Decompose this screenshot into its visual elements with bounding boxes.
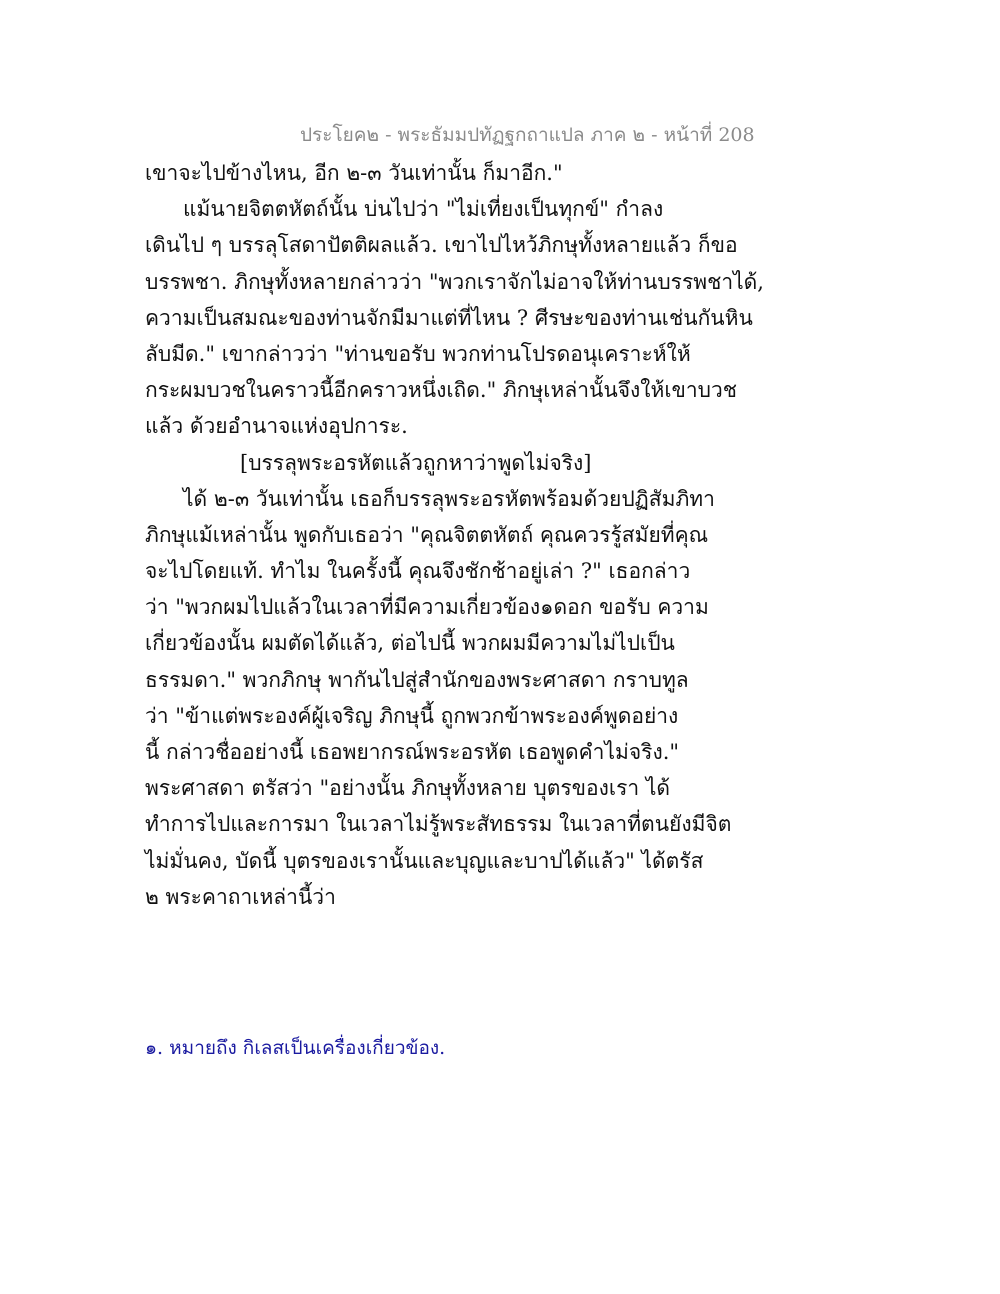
text-line: เดินไป ๆ บรรลุโสดาปัตติผลแล้ว. เขาไปไหว้ภิกษุทั้งหลายแล้ว ก็ขอ <box>145 233 738 258</box>
text-line: ว่า "ข้าแต่พระองค์ผู้เจริญ ภิกษุนี้ ถูกพวกข้าพระองค์พูดอย่าง <box>145 703 679 728</box>
text-line: แม้นายจิตตหัตถ์นั้น บ่นไปว่า "ไม่เที่ยงเป็นทุกข์" กำลง <box>183 197 664 222</box>
text-line: พระศาสดา ตรัสว่า "อย่างนั้น ภิกษุทั้งหลาย บุตรของเรา ได้ <box>145 776 671 801</box>
text-line: ธรรมดา." พวกภิกษุ พากันไปสู่สำนักของพระศาสดา กราบทูล <box>145 667 689 692</box>
text-line: บรรพชา. ภิกษุทั้งหลายกล่าวว่า "พวกเราจักไม่อาจให้ท่านบรรพชาได้, <box>145 269 764 294</box>
text-line: เขาจะไปข้างไหน, อีก ๒-๓ วันเท่านั้น ก็มาอีก." <box>145 161 563 185</box>
body-text <box>145 158 764 918</box>
text-line: เกี่ยวข้องนั้น ผมตัดได้แล้ว, ต่อไปนี้ พวกผมมีความไม่ไปเป็น <box>145 631 675 656</box>
text-line: ลับมีด." เขากล่าวว่า "ท่านขอรับ พวกท่านโปรดอนุเคราะห์ให้ <box>145 341 691 366</box>
text-line: นี้ กล่าวชื่ออย่างนี้ เธอพยากรณ์พระอรหัต เธอพูดคำไม่จริง." <box>145 740 680 764</box>
text-line: ได้ ๒-๓ วันเท่านั้น เธอก็บรรลุพระอรหัตพร้อมด้วยปฏิสัมภิทา <box>183 486 715 511</box>
text-line: ภิกษุแม้เหล่านั้น พูดกับเธอว่า "คุณจิตตหัตถ์ คุณควรรู้สมัยที่คุณ <box>145 522 709 547</box>
text-line: กระผมบวชในคราวนี้อีกคราวหนึ่งเถิด." ภิกษุเหล่านั้นจึงให้เขาบวช <box>145 378 738 403</box>
text-line: จะไปโดยแท้. ทำไม ในครั้งนี้ คุณจึงชักช้าอยู่เล่า ?" เธอกล่าว <box>145 559 691 584</box>
text-line: ความเป็นสมณะของท่านจักมีมาแต่ที่ไหน ? ศีรษะของท่านเช่นกันหิน <box>145 305 753 330</box>
text-line: ๒ พระคาถาเหล่านี้ว่า <box>145 884 336 909</box>
text-line: ว่า "พวกผมไปแล้วในเวลาที่มีความเกี่ยวข้อง๑ดอก ขอรับ ความ <box>145 595 709 620</box>
text-line: ไม่มั่นคง, บัดนี้ บุตรของเรานั้นและบุญและบาปได้แล้ว" ได้ตรัส <box>145 848 704 873</box>
text-line: แล้ว ด้วยอำนาจแห่งอุปการะ. <box>145 414 408 439</box>
section-heading: [บรรลุพระอรหัตแล้วถูกหาว่าพูดไม่จริง] <box>240 450 592 475</box>
footnote: ๑. หมายถึง กิเลสเป็นเครื่องเกี่ยวข้อง. <box>145 1037 446 1059</box>
page-header: ประโยค๒ - พระธัมมปทัฏฐกถาแปล ภาค ๒ - หน้าที่ 208 <box>300 124 755 146</box>
text-line: ทำการไปและการมา ในเวลาไม่รู้พระสัทธรรม ในเวลาที่ตนยังมีจิต <box>145 812 732 837</box>
